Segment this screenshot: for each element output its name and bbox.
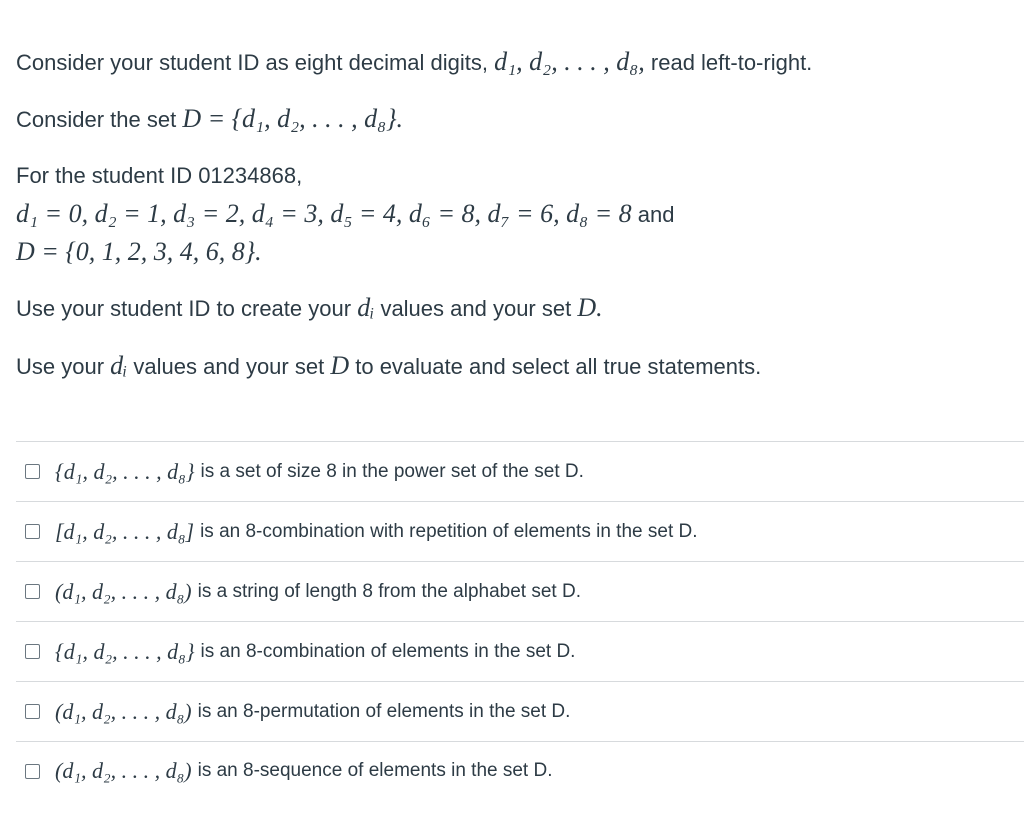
- question-text: and: [637, 202, 675, 227]
- question-text: Consider your student ID as eight decimal digits,: [16, 50, 489, 75]
- math-D: D.: [577, 293, 603, 322]
- answer-option-3[interactable]: [16, 561, 1024, 621]
- question-text: Use your student ID to create your: [16, 296, 352, 321]
- question-text: values and your set: [380, 296, 572, 321]
- question-text: to evaluate and select all true statements.: [355, 354, 762, 379]
- math-di: dᵢ: [110, 351, 128, 380]
- checkbox-icon[interactable]: [25, 764, 40, 779]
- answer-option-6[interactable]: [16, 741, 1024, 801]
- answer-label: is a set of size 8 in the power set of the set D.: [200, 460, 584, 482]
- checkbox-icon[interactable]: [25, 584, 40, 599]
- question-paragraph-5: [16, 350, 761, 383]
- question-paragraph-4: [16, 292, 603, 325]
- answer-option-5[interactable]: [16, 681, 1024, 741]
- math-example-set: D = {0, 1, 2, 3, 4, 6, 8}.: [16, 237, 262, 266]
- math-digits: d₁, d₂, . . . , d₈,: [494, 47, 645, 76]
- question-text: Use your: [16, 354, 105, 379]
- checkbox-icon[interactable]: [25, 704, 40, 719]
- answer-label: is a string of length 8 from the alphabet set D.: [197, 580, 581, 602]
- question-paragraph-1: [16, 46, 812, 79]
- math-D: D: [330, 351, 350, 380]
- answer-list: [16, 441, 1024, 801]
- answer-label: is an 8-combination of elements in the set D.: [200, 640, 576, 662]
- answer-math: (d₁, d₂, . . . , d₈): [55, 698, 192, 724]
- answer-math: [d₁, d₂, . . . , d₈]: [55, 518, 195, 544]
- checkbox-icon[interactable]: [25, 524, 40, 539]
- answer-math: (d₁, d₂, . . . , d₈): [55, 578, 192, 604]
- answer-math: {d₁, d₂, . . . , d₈}: [55, 638, 195, 664]
- question-paragraph-3-values: [16, 198, 675, 231]
- answer-label: is an 8-sequence of elements in the set D.: [197, 760, 553, 781]
- example-id-text: For the student ID 01234868,: [16, 163, 303, 188]
- question-text: values and your set: [133, 354, 325, 379]
- math-di: dᵢ: [357, 293, 375, 322]
- answer-option-4[interactable]: [16, 621, 1024, 681]
- answer-label: is an 8-combination with repetition of elements in the set D.: [200, 520, 698, 542]
- answer-option-1[interactable]: [16, 441, 1024, 501]
- answer-math: {d₁, d₂, . . . , d₈}: [55, 458, 195, 484]
- checkbox-icon[interactable]: [25, 464, 40, 479]
- answer-option-2[interactable]: [16, 501, 1024, 561]
- question-text: Consider the set: [16, 107, 177, 132]
- question-paragraph-3-set: [16, 236, 262, 269]
- question-text: read left-to-right.: [650, 50, 813, 75]
- checkbox-icon[interactable]: [25, 644, 40, 659]
- answer-math: (d₁, d₂, . . . , d₈): [55, 758, 192, 783]
- question-paragraph-3: [16, 160, 302, 192]
- math-set-definition: D = {d₁, d₂, . . . , d₈}.: [182, 104, 404, 133]
- answer-label: is an 8-permutation of elements in the set D.: [197, 700, 571, 722]
- question-paragraph-2: [16, 103, 403, 136]
- math-example-values: d₁ = 0, d₂ = 1, d₃ = 2, d₄ = 3, d₅ = 4, d₆ = 8, d₇ = 6, d₈ = 8: [16, 199, 632, 228]
